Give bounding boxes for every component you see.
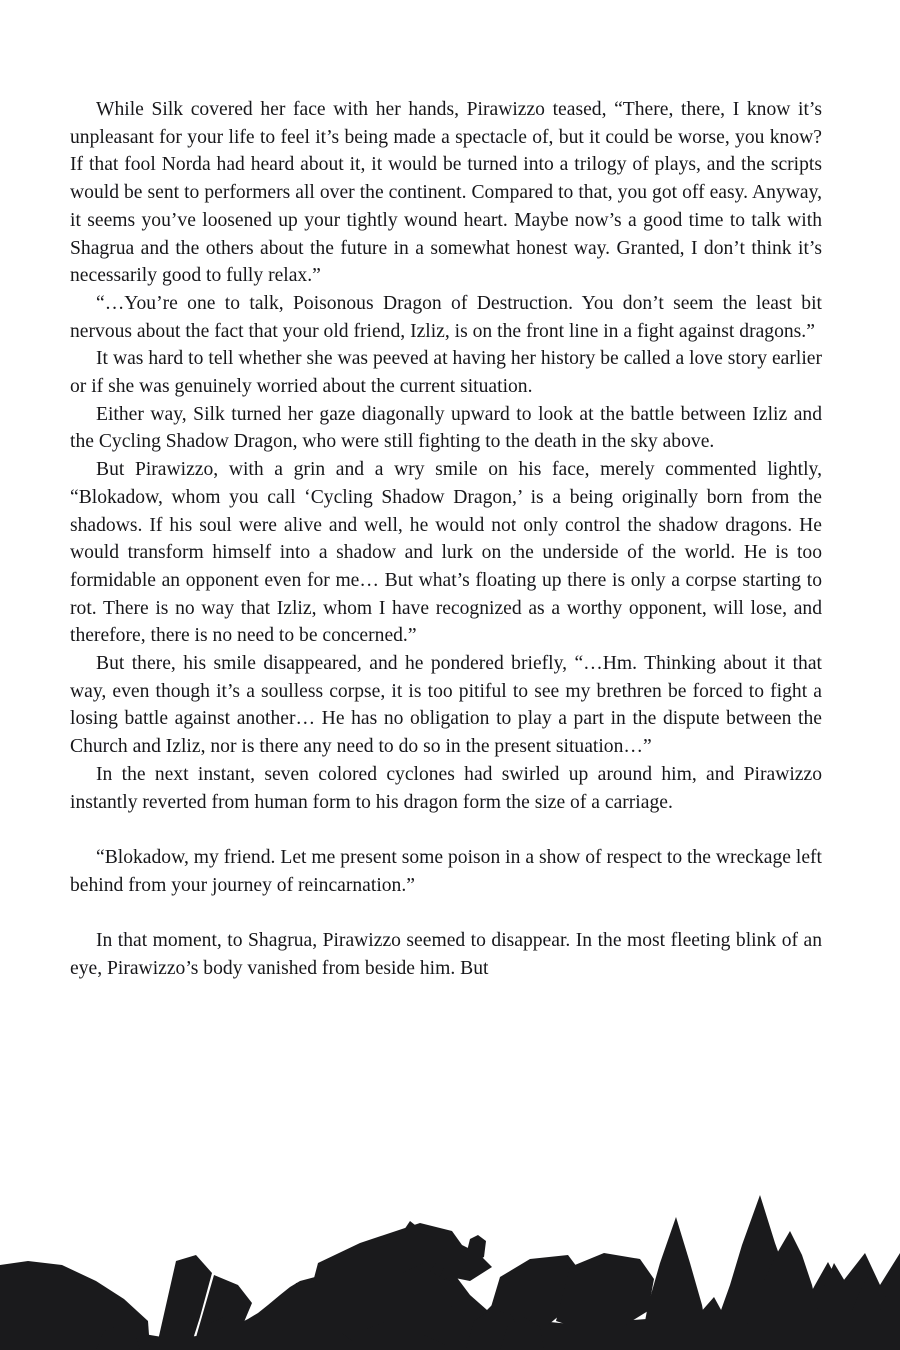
rubble-debris-silhouette	[0, 1135, 900, 1350]
paragraph: But there, his smile disappeared, and he pondered briefly, “…Hm. Thinking about it that way, even though it’s a soulless corpse, it is too pitiful to see my brethren be forced to fight a losing battle against another… He has no obligation to play a part in the dispute between the Church and Izliz, nor is there any need to do so in the present situation…”	[70, 653, 822, 758]
paragraph: “Blokadow, my friend. Let me present some poison in a show of respect to the wreckage left behind from your journey of reincarnation.”	[70, 846, 822, 896]
paragraph: “…You’re one to talk, Poisonous Dragon of Destruction. You don’t seem the least bit nervous about the fact that your old friend, Izliz, is on the front line in a fight against dragons.”	[70, 292, 822, 342]
body-text-column	[70, 96, 822, 982]
paragraph: It was hard to tell whether she was peeved at having her history be called a love story earlier or if she was genuinely worried about the current situation.	[70, 348, 822, 398]
paragraph: Either way, Silk turned her gaze diagonally upward to look at the battle between Izliz and the Cycling Shadow Dragon, who were still fighting to the death in the sky above.	[70, 403, 822, 453]
paragraph: While Silk covered her face with her hands, Pirawizzo teased, “There, there, I know it’s unpleasant for your life to feel it’s being made a spectacle of, but it could be worse, you know? If that fool Norda had heard about it, it would be turned into a trilogy of plays, and the scripts would be sent to performers all over the continent. Compared to that, you got off easy. Anyway, it seems you’ve loosened up your tightly wound heart. Maybe now’s a good time to talk with Shagrua and the others about the future in a somewhat honest way. Granted, I don’t think it’s necessarily good to fully relax.”	[70, 99, 822, 287]
paragraph: In that moment, to Shagrua, Pirawizzo seemed to disappear. In the most fleeting blink of an eye, Pirawizzo’s body vanished from beside him. But	[70, 930, 822, 979]
paragraph: In the next instant, seven colored cyclones had swirled up around him, and Pirawizzo instantly reverted from human form to his dragon form the size of a carriage.	[70, 763, 822, 813]
paragraph: But Pirawizzo, with a grin and a wry smile on his face, merely commented lightly, “Blokadow, whom you call ‘Cycling Shadow Dragon,’ is a being originally born from the shadows. If his soul were alive and well, he would not only control the shadow dragons. He would transform himself into a shadow and lurk on the underside of the world. He is too formidable an opponent even for me… But what’s floating up there is only a corpse starting to rot. There is no way that Izliz, whom I have recognized as a worthy opponent, will lose, and therefore, there is no need to be concerned.”	[70, 459, 822, 647]
